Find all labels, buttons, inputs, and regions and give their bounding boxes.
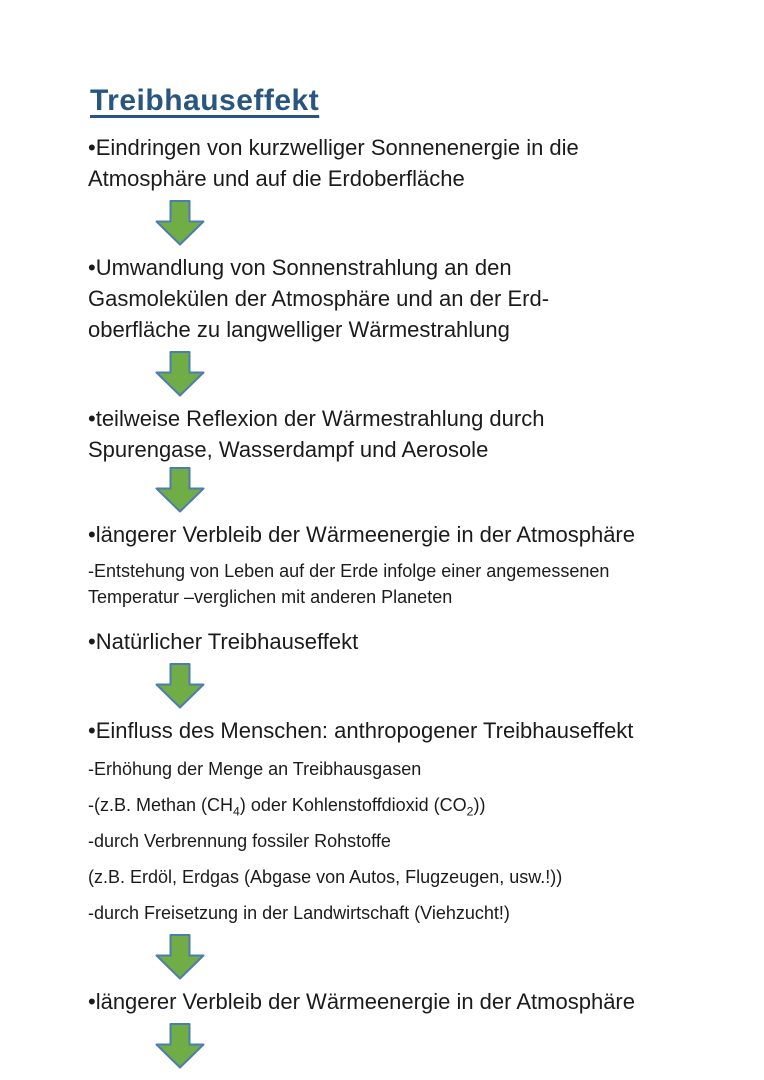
chem-text: -(z.B. Methan (CH (88, 795, 234, 815)
page-title: Treibhauseffekt (90, 84, 320, 117)
chem-subscript: 4 (233, 804, 240, 819)
bullet-line: •teilweise Reflexion der Wärmestrahlung durch (88, 406, 545, 431)
down-arrow-icon (155, 200, 205, 246)
chem-text: ) oder Kohlenstoffdioxid (CO (239, 795, 467, 815)
sub-bullet-line: -Entstehung von Leben auf der Erde infolge einer angemessenen (88, 561, 610, 581)
bullet-line: •Einfluss des Menschen: anthropogener Treibhauseffekt (88, 718, 634, 743)
bullet-line: •Umwandlung von Sonnenstrahlung an den (88, 255, 512, 280)
bullet-line: •Natürlicher Treibhauseffekt (88, 629, 359, 654)
down-arrow-icon (155, 663, 205, 709)
sub-bullet-line: -durch Freisetzung in der Landwirtschaft (Viehzucht!) (88, 903, 510, 923)
bullet-line: •Eindringen von kurzwelliger Sonnenenergie in die (88, 135, 579, 160)
bullet-line: Spurengase, Wasserdampf und Aerosole (88, 437, 489, 462)
down-arrow-icon (155, 467, 205, 513)
sub-bullet-line-chem (88, 792, 734, 818)
sub-bullet-line: Temperatur –verglichen mit anderen Planeten (88, 587, 453, 607)
bullet-line: Atmosphäre und auf die Erdoberfläche (88, 166, 465, 191)
bullet-line: •längerer Verbleib der Wärmeenergie in der Atmosphäre (88, 989, 635, 1014)
sub-bullet-line: (z.B. Erdöl, Erdgas (Abgase von Autos, Flugzeugen, usw.!)) (88, 867, 563, 887)
bullet-line: Gasmolekülen der Atmosphäre und an der Erd- (88, 286, 550, 311)
sub-bullet-line: -Erhöhung der Menge an Treibhausgasen (88, 759, 422, 779)
down-arrow-icon (155, 351, 205, 397)
sub-bullet-line: -durch Verbrennung fossiler Rohstoffe (88, 831, 391, 851)
down-arrow-icon (155, 934, 205, 980)
bullet-line: •längerer Verbleib der Wärmeenergie in der Atmosphäre (88, 522, 635, 547)
chem-subscript: 2 (466, 804, 474, 819)
chem-text: )) (473, 795, 486, 815)
bullet-line: oberfläche zu langwelliger Wärmestrahlung (88, 317, 510, 342)
down-arrow-icon (155, 1023, 205, 1069)
